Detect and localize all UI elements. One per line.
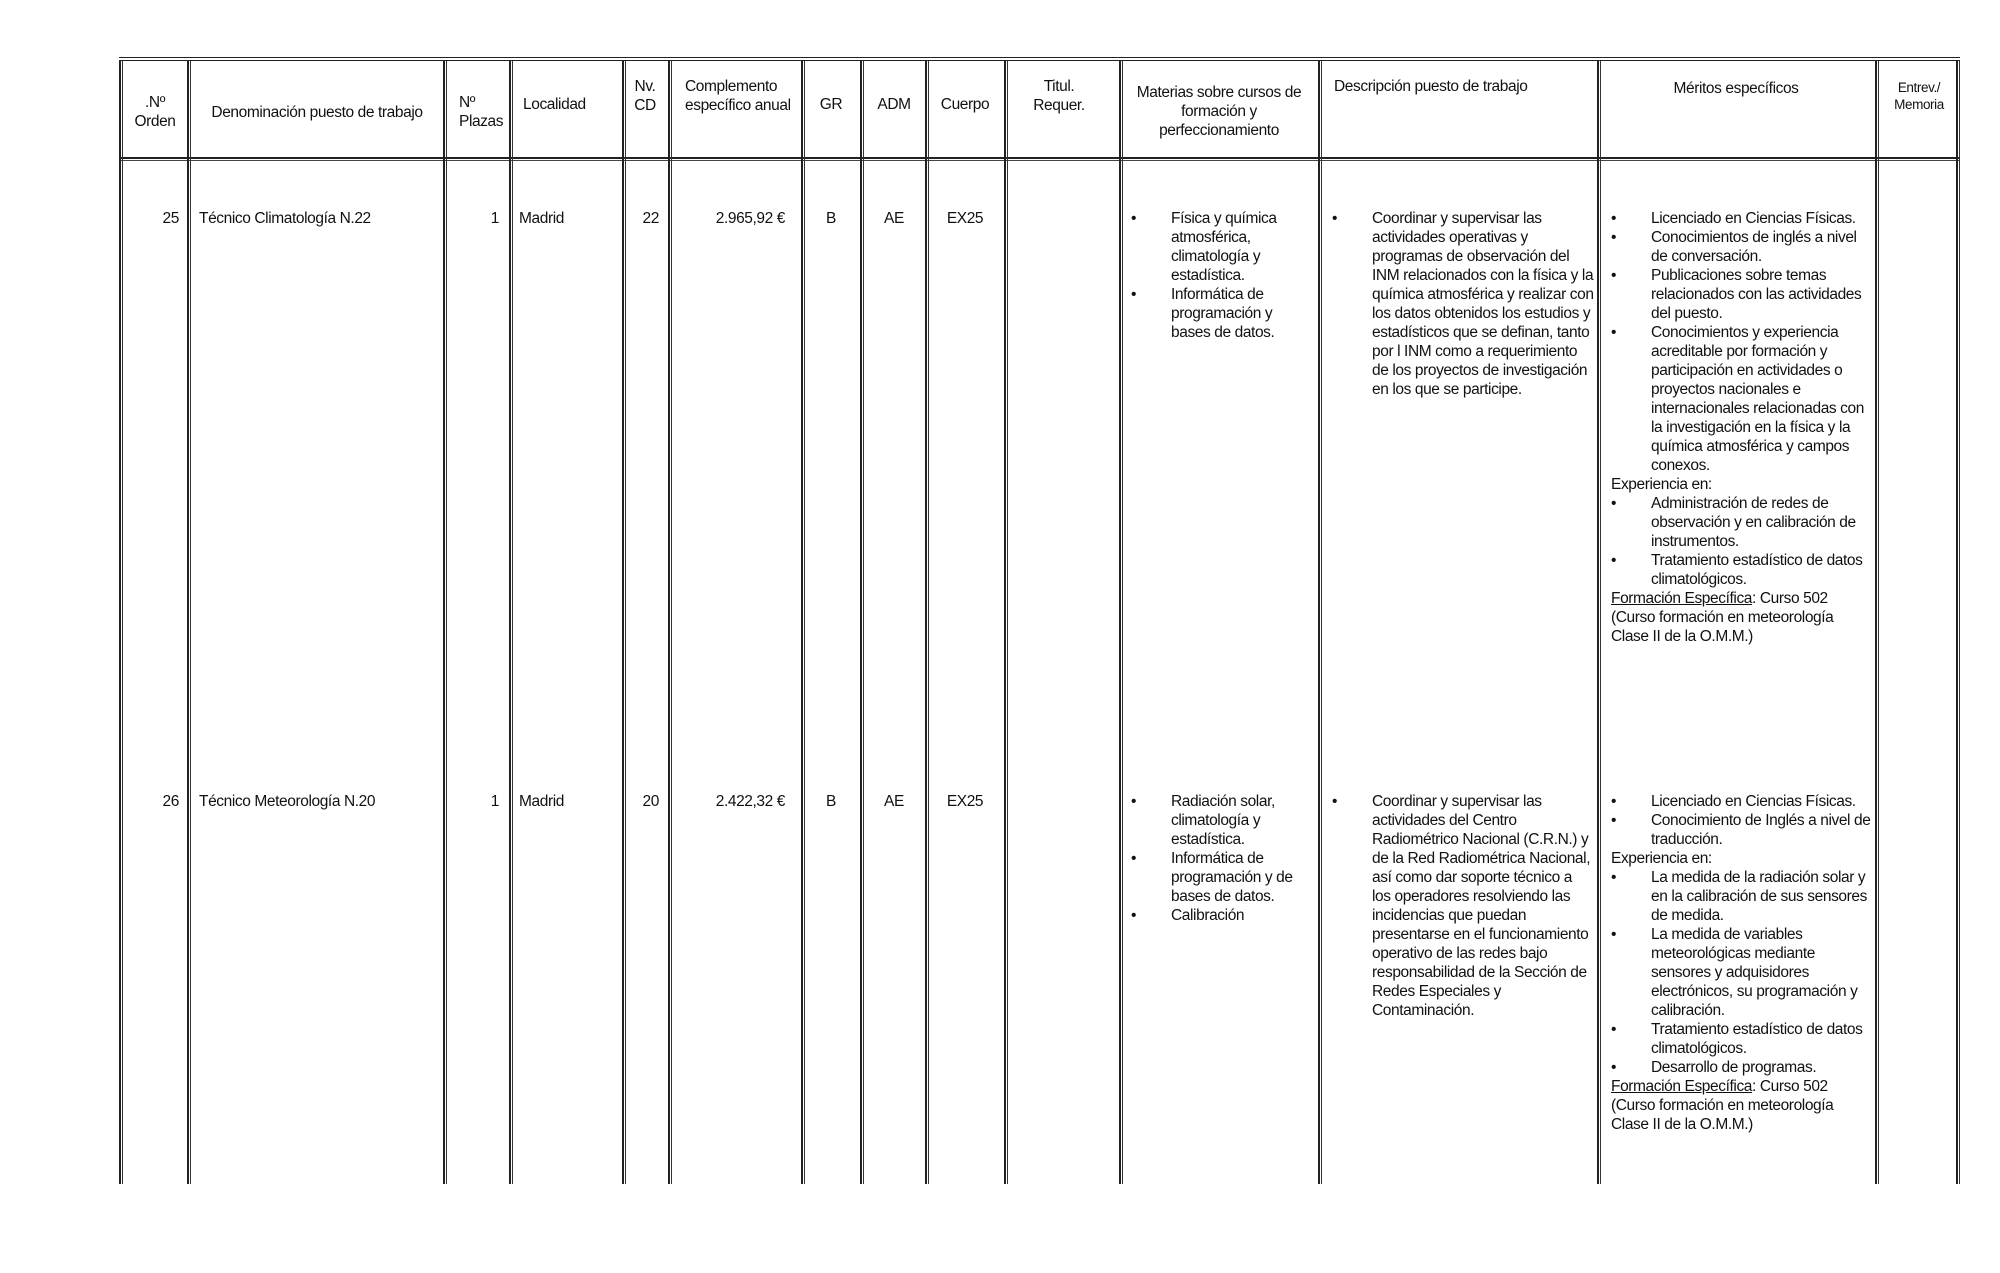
column-border bbox=[1004, 61, 1008, 1184]
formacion-label: Formación Específica bbox=[1611, 1078, 1753, 1095]
header-nivel: Nv. CD bbox=[634, 78, 656, 114]
list-item: • Conocimiento de Inglés a nivel de traducción. bbox=[1611, 811, 1873, 849]
meritos-cell bbox=[1611, 792, 1873, 1134]
header-complemento: Complemento específico anual bbox=[685, 78, 791, 114]
orden: 26 bbox=[162, 793, 179, 810]
materias-cell bbox=[1131, 792, 1311, 925]
list-item: • Conocimientos y experiencia acreditable por formación y participación en actividades o proyectos nacionales e internacionales relacionadas con la investigación en la física y la química atmosférica y campos conexos. bbox=[1611, 323, 1873, 475]
list-item: • Coordinar y supervisar las actividades operativas y programas de observación del INM relacionados con la física y la química atmosférica y realizar con los datos obtenidos los estudios y estadísticos que se definan, tanto por l INM como a requerimiento de los proyectos de investigación en los que se participe. bbox=[1332, 209, 1594, 399]
column-border bbox=[1956, 61, 1960, 1184]
list-item: • Calibración bbox=[1131, 906, 1311, 925]
list-item: • La medida de variables meteorológicas mediante sensores y adquisidores electrónicos, su programación y calibración. bbox=[1611, 925, 1873, 1020]
nivel: 22 bbox=[642, 210, 659, 227]
formacion-text: : Curso 502 (Curso formación en meteorología Clase II de la O.M.M.) bbox=[1611, 1078, 1834, 1133]
list-item: • Conocimientos de inglés a nivel de conversación. bbox=[1611, 228, 1873, 266]
list-item: • Licenciado en Ciencias Físicas. bbox=[1611, 792, 1873, 811]
adm: AE bbox=[884, 793, 904, 810]
header-denominacion: Denominación puesto de trabajo bbox=[211, 104, 423, 121]
experiencia-label: Experiencia en: bbox=[1611, 476, 1712, 493]
nivel: 20 bbox=[642, 793, 659, 810]
header-descripcion: Descripción puesto de trabajo bbox=[1334, 78, 1528, 95]
header-divider bbox=[119, 157, 1960, 161]
column-border bbox=[622, 61, 626, 1184]
header-meritos: Méritos específicos bbox=[1673, 80, 1799, 97]
column-border bbox=[1318, 61, 1322, 1184]
column-border bbox=[801, 61, 805, 1184]
column-border bbox=[1875, 61, 1879, 1184]
column-border bbox=[119, 61, 123, 1184]
list-item: • Coordinar y supervisar las actividades del Centro Radiométrico Nacional (C.R.N.) y de la Red Radiométrica Nacional, así como dar soporte técnico a los operadores resolviendo las incidencias que puedan presentarse en el funcionamiento operativo de las redes bajo responsabilidad de la Sección de Redes Especiales y Contaminación. bbox=[1332, 792, 1594, 1020]
column-border bbox=[509, 61, 513, 1184]
descripcion-cell bbox=[1332, 792, 1594, 1020]
header-localidad: Localidad bbox=[523, 96, 586, 113]
column-border bbox=[668, 61, 672, 1184]
complemento: 2.422,32 € bbox=[715, 793, 785, 810]
list-item: • Administración de redes de observación y en calibración de instrumentos. bbox=[1611, 494, 1873, 551]
meritos-list bbox=[1611, 209, 1873, 475]
formacion-label: Formación Específica bbox=[1611, 590, 1753, 607]
meritos-cell bbox=[1611, 209, 1873, 646]
header-orden: .Nº Orden bbox=[134, 94, 176, 130]
gr: B bbox=[826, 210, 836, 227]
descripcion-list bbox=[1332, 792, 1594, 1020]
column-border bbox=[187, 61, 191, 1184]
column-border bbox=[1119, 61, 1123, 1184]
experiencia-list bbox=[1611, 868, 1873, 1077]
plazas: 1 bbox=[490, 210, 499, 227]
denominacion: Técnico Climatología N.22 bbox=[199, 210, 371, 227]
complemento: 2.965,92 € bbox=[715, 210, 785, 227]
list-item: • Informática de programación y bases de datos. bbox=[1131, 285, 1311, 342]
gr: B bbox=[826, 793, 836, 810]
column-border bbox=[925, 61, 929, 1184]
materias-list bbox=[1131, 209, 1311, 342]
header-plazas: Nº Plazas bbox=[459, 94, 504, 130]
formacion-especifica bbox=[1611, 589, 1873, 646]
list-item: • Publicaciones sobre temas relacionados con las actividades del puesto. bbox=[1611, 266, 1873, 323]
list-item: • La medida de la radiación solar y en la calibración de sus sensores de medida. bbox=[1611, 868, 1873, 925]
header-adm: ADM bbox=[877, 96, 911, 113]
column-border bbox=[1597, 61, 1601, 1184]
descripcion-list bbox=[1332, 209, 1594, 399]
cuerpo: EX25 bbox=[946, 210, 984, 227]
header-cuerpo: Cuerpo bbox=[940, 96, 990, 113]
cuerpo: EX25 bbox=[946, 793, 984, 810]
formacion-especifica bbox=[1611, 1077, 1873, 1134]
list-item: • Informática de programación y de bases de datos. bbox=[1131, 849, 1311, 906]
experiencia-label: Experiencia en: bbox=[1611, 850, 1712, 867]
descripcion-cell bbox=[1332, 209, 1594, 399]
list-item: • Licenciado en Ciencias Físicas. bbox=[1611, 209, 1873, 228]
denominacion: Técnico Meteorología N.20 bbox=[199, 793, 376, 810]
plazas: 1 bbox=[490, 793, 499, 810]
list-item: • Desarrollo de programas. bbox=[1611, 1058, 1873, 1077]
list-item: • Física y química atmosférica, climatología y estadística. bbox=[1131, 209, 1311, 285]
column-border bbox=[443, 61, 447, 1184]
formacion-text: : Curso 502 (Curso formación en meteorología Clase II de la O.M.M.) bbox=[1611, 590, 1834, 645]
experiencia-list bbox=[1611, 494, 1873, 589]
list-item: • Radiación solar, climatología y estadística. bbox=[1131, 792, 1311, 849]
header-gr: GR bbox=[819, 96, 843, 113]
header-titul: Titul. Requer. bbox=[1033, 78, 1085, 114]
meritos-list bbox=[1611, 792, 1873, 849]
localidad: Madrid bbox=[519, 793, 564, 810]
positions-table bbox=[119, 57, 1960, 1184]
header-materias: Materias sobre cursos de formación y perfeccionamiento bbox=[1136, 84, 1302, 139]
materias-cell bbox=[1131, 209, 1311, 342]
orden: 25 bbox=[162, 210, 179, 227]
adm: AE bbox=[884, 210, 904, 227]
header-entrevista: Entrev./ Memoria bbox=[1894, 80, 1944, 112]
column-border bbox=[860, 61, 864, 1184]
localidad: Madrid bbox=[519, 210, 564, 227]
list-item: • Tratamiento estadístico de datos climatológicos. bbox=[1611, 551, 1873, 589]
materias-list bbox=[1131, 792, 1311, 925]
list-item: • Tratamiento estadístico de datos climatológicos. bbox=[1611, 1020, 1873, 1058]
